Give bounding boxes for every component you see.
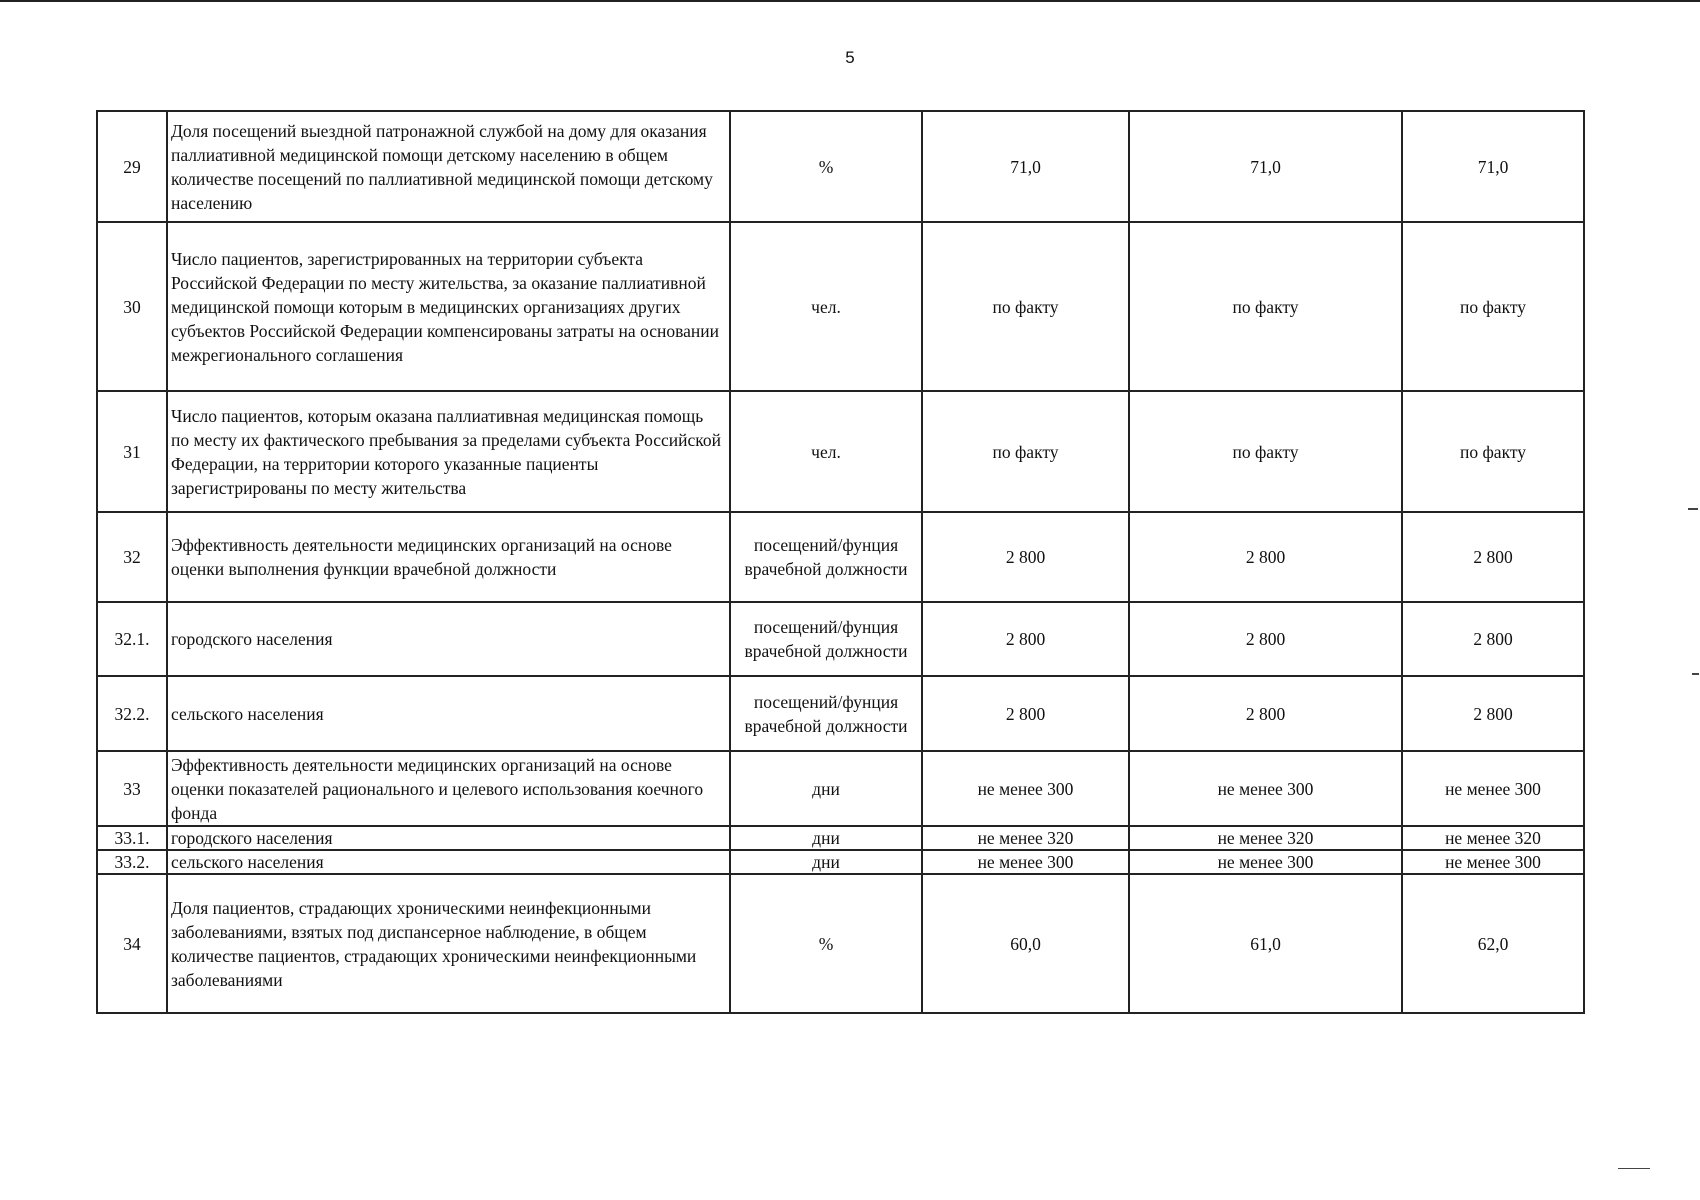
unit-of-measure: дни [730,751,922,826]
value-year-1: 60,0 [922,874,1129,1013]
unit-of-measure: посещений/фунция врачебной должности [730,602,922,676]
table-row [97,676,1584,751]
table-row [97,512,1584,602]
unit-of-measure: чел. [730,222,922,391]
value-year-2: 2 800 [1129,512,1402,602]
indicators-table [96,110,1585,1014]
indicator-description: Эффективность деятельности медицинских организаций на основе оценки выполнения функции врачебной должности [167,512,730,602]
value-year-2: по факту [1129,391,1402,512]
indicator-description: Число пациентов, зарегистрированных на территории субъекта Российской Федерации по месту жительства, за оказание паллиативной медицинской помощи которым в медицинских организациях других субъектов Российской Федерации компенсированы затраты на основании межрегионального соглашения [167,222,730,391]
value-year-3: не менее 300 [1402,850,1584,874]
row-number: 33 [97,751,167,826]
value-year-3: не менее 300 [1402,751,1584,826]
value-year-3: 2 800 [1402,676,1584,751]
table-row [97,850,1584,874]
value-year-2: 61,0 [1129,874,1402,1013]
value-year-1: 2 800 [922,676,1129,751]
table-row [97,874,1584,1013]
value-year-1: не менее 300 [922,751,1129,826]
unit-of-measure: дни [730,826,922,850]
table-row [97,391,1584,512]
value-year-1: по факту [922,222,1129,391]
value-year-3: не менее 320 [1402,826,1584,850]
indicator-description: сельского населения [167,676,730,751]
row-number: 33.1. [97,826,167,850]
value-year-2: не менее 300 [1129,850,1402,874]
value-year-3: 2 800 [1402,602,1584,676]
indicator-description: Число пациентов, которым оказана паллиативная медицинская помощь по месту их фактического пребывания за пределами субъекта Российской Федерации, на территории которого указанные пациенты зарегистрированы по месту жительства [167,391,730,512]
unit-of-measure: дни [730,850,922,874]
row-number: 34 [97,874,167,1013]
unit-of-measure: посещений/фунция врачебной должности [730,512,922,602]
indicator-description: Доля пациентов, страдающих хроническими неинфекционными заболеваниями, взятых под диспансерное наблюдение, в общем количестве пациентов, страдающих хроническими неинфекционными заболеваниями [167,874,730,1013]
scan-speck [1618,1168,1650,1169]
value-year-2: 2 800 [1129,602,1402,676]
indicator-description: городского населения [167,826,730,850]
row-number: 32.1. [97,602,167,676]
value-year-1: 2 800 [922,602,1129,676]
value-year-2: не менее 300 [1129,751,1402,826]
table-row [97,751,1584,826]
value-year-2: 2 800 [1129,676,1402,751]
unit-of-measure: % [730,874,922,1013]
value-year-3: 71,0 [1402,111,1584,222]
scan-speck [1688,508,1698,510]
indicator-description: Эффективность деятельности медицинских организаций на основе оценки показателей рационального и целевого использования коечного фонда [167,751,730,826]
value-year-3: 2 800 [1402,512,1584,602]
value-year-2: по факту [1129,222,1402,391]
value-year-1: не менее 300 [922,850,1129,874]
value-year-3: по факту [1402,222,1584,391]
row-number: 32 [97,512,167,602]
scan-speck [1692,673,1699,675]
value-year-1: не менее 320 [922,826,1129,850]
indicator-description: сельского населения [167,850,730,874]
indicator-description: городского населения [167,602,730,676]
row-number: 31 [97,391,167,512]
value-year-1: по факту [922,391,1129,512]
table-row [97,602,1584,676]
unit-of-measure: посещений/фунция врачебной должности [730,676,922,751]
table-row [97,222,1584,391]
scan-top-edge [0,0,1700,2]
page-number: 5 [845,48,855,67]
table-row [97,111,1584,222]
value-year-1: 71,0 [922,111,1129,222]
indicator-description: Доля посещений выездной патронажной службой на дому для оказания паллиативной медицинской помощи детскому населению в общем количестве посещений по паллиативной медицинской помощи детскому населению [167,111,730,222]
value-year-3: 62,0 [1402,874,1584,1013]
row-number: 32.2. [97,676,167,751]
value-year-2: не менее 320 [1129,826,1402,850]
row-number: 29 [97,111,167,222]
row-number: 33.2. [97,850,167,874]
value-year-3: по факту [1402,391,1584,512]
unit-of-measure: чел. [730,391,922,512]
table-row [97,826,1584,850]
unit-of-measure: % [730,111,922,222]
value-year-2: 71,0 [1129,111,1402,222]
row-number: 30 [97,222,167,391]
value-year-1: 2 800 [922,512,1129,602]
